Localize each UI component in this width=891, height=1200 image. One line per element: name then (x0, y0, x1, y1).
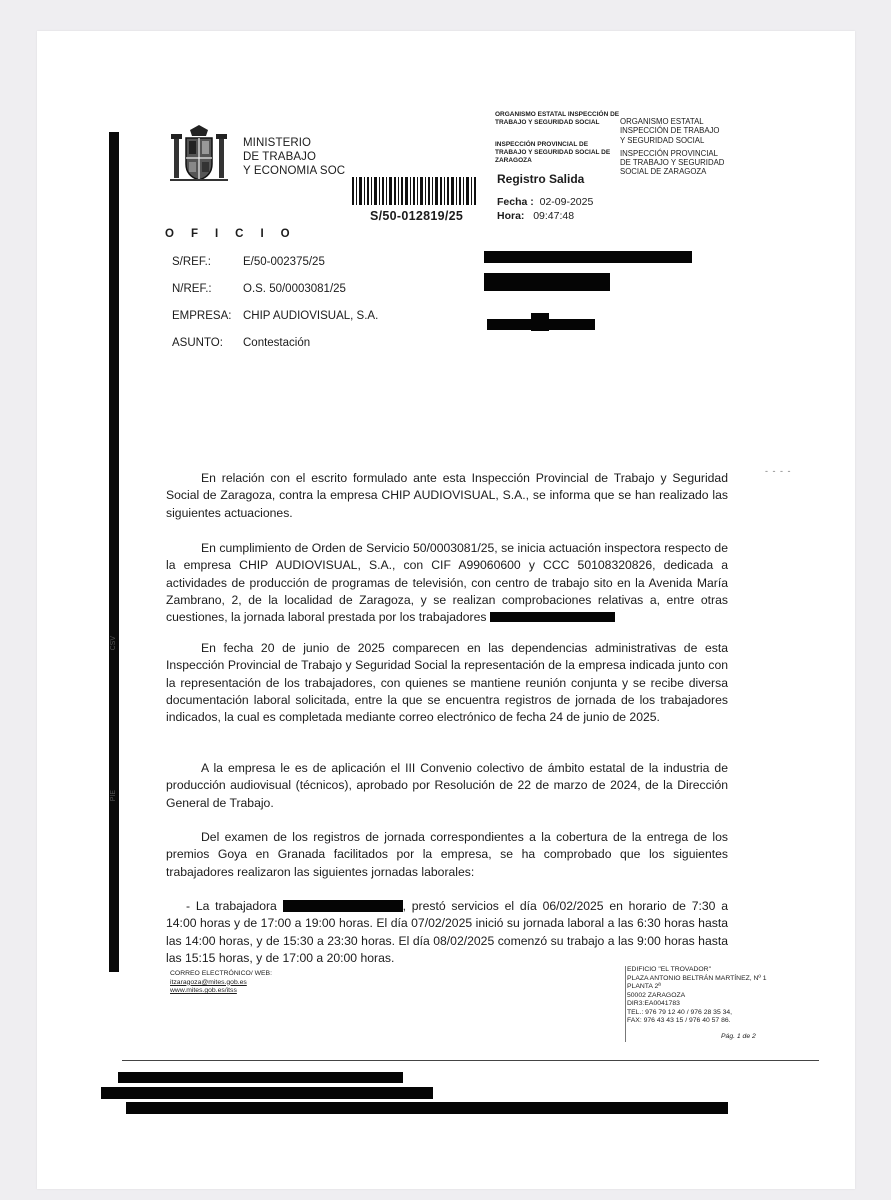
stamp-date: Fecha : 02-09-2025 (497, 196, 594, 208)
footer-contact: CORREO ELECTRÓNICO/ WEB: itzaragoza@mites.gob.es www.mites.gob.es/itss (170, 970, 272, 994)
paragraph-2: En cumplimiento de Orden de Servicio 50/0003081/25, se inicia actuación inspectora respecto de la empresa CHIP AUDIOVISUAL, S.A., con CIF A99060600 y CCC 50108320826, dedicada a actividades de producción de programas de televisión, con centro de trabajo sito en la Avenida María Zambrano, 2, de la localidad de Zaragoza, y se realizan comprobaciones relativas a, entre otras cuestiones, la jornada laboral prestada por los trabajadores (166, 541, 728, 625)
barcode (352, 177, 478, 205)
footer-email[interactable]: itzaragoza@mites.gob.es (170, 978, 247, 986)
paragraph-5: Del examen de los registros de jornada correspondientes a la cobertura de la entrega de los premios Goya en Granada facilitados por la empresa, se ha comprobado que los siguientes trabajadores realizaron las siguientes jornadas laborales: (166, 830, 728, 879)
stamp-title: Registro Salida (497, 172, 585, 186)
document-type: OFICIO (165, 228, 307, 240)
paragraph-4: A la empresa le es de aplicación el III Convenio colectivo de ámbito estatal de la industria de producción audiovisual (técnicos), aprobado por Resolución de 22 de marzo de 2024, de la Dirección General de Trabajo. (166, 761, 728, 810)
nref-label: N/REF.: (172, 283, 212, 295)
stamp-time: Hora: 09:47:48 (497, 210, 575, 222)
redacted-signature-line-2 (101, 1087, 433, 1099)
paragraph-1: En relación con el escrito formulado ante esta Inspección Provincial de Trabajo y Seguridad Social de Zaragoza, contra la empresa CHIP AUDIOVISUAL, S.A., se informa que se han realizado las siguientes actuaciones. (166, 471, 728, 520)
asunto-value: Contestación (243, 337, 311, 349)
stamp-provincial: INSPECCIÓN PROVINCIAL DE TRABAJO Y SEGURIDAD SOCIAL DE ZARAGOZA (495, 141, 611, 164)
footer-divider (625, 966, 626, 1042)
margin-dashes: - - - - (765, 466, 792, 476)
redacted-signature-line-1 (118, 1072, 403, 1083)
pie-side-mark: PIE (110, 790, 117, 802)
redacted-signature-line-3 (126, 1102, 728, 1114)
redacted-recipient-address (484, 273, 610, 291)
paragraph-3: En fecha 20 de junio de 2025 comparecen en las dependencias administrativas de esta Inspección Provincial de Trabajo y Seguridad Social la representación de la empresa indicada junto con la representación de los trabajadores, con quienes se mantiene reunión conjunta y se recibe diversa documentación laboral solicitada, entre la que se encuentra registros de jornada de los trabajadores indicados, la cual es completada mediante correo electrónico de fecha 24 de junio de 2025. (166, 641, 728, 725)
nref-value: O.S. 50/0003081/25 (243, 283, 346, 295)
redacted-worker-name (283, 900, 403, 912)
ministry-name: MINISTERIO DE TRABAJO Y ECONOMIA SOC (243, 137, 346, 177)
barcode-number: S/50-012819/25 (370, 209, 464, 223)
redacted-workers (490, 612, 615, 622)
stamp-organization: ORGANISMO ESTATAL INSPECCIÓN DE TRABAJO Y SEGURIDAD SOCIAL (495, 111, 620, 126)
empresa-value: CHIP AUDIOVISUAL, S.A. (243, 310, 379, 322)
paragraph-6: - La trabajadora , prestó servicios el día 06/02/2025 en horario de 7:30 a 14:00 horas y de 17:00 a 19:00 horas. El día 07/02/2025 inició su jornada laboral a las 6:30 horas hasta las 14:00 horas, y de 15:30 a 23:30 horas. El día 08/02/2025 comenzó su trabajo a las 9:00 horas hasta las 15:15 horas, y de 17:00 a 20:00 horas. (166, 899, 729, 965)
asunto-label: ASUNTO: (172, 337, 223, 349)
signature-separator (122, 1060, 819, 1061)
redacted-recipient-name (484, 251, 692, 263)
empresa-label: EMPRESA: (172, 310, 232, 322)
sref-label: S/REF.: (172, 256, 211, 268)
footer-address: EDIFICIO "EL TROVADOR" PLAZA ANTONIO BELTRÁN MARTÍNEZ, Nº 1 PLANTA 2ª 50002 ZARAGOZA DIR3:EA0041783 TEL.: 976 79 12 40 / 976 28 35 34, FAX: 976 43 43 15 / 976 40 57 86. (627, 966, 767, 1024)
organization-header: ORGANISMO ESTATAL INSPECCIÓN DE TRABAJO Y SEGURIDAD SOCIAL INSPECCIÓN PROVINCIAL DE TRABAJO Y SEGURIDAD SOCIAL DE ZARAGOZA (620, 117, 725, 177)
page-number: Pág. 1 de 2 (721, 1033, 756, 1040)
footer-web[interactable]: www.mites.gob.es/itss (170, 987, 237, 994)
sref-value: E/50-002375/25 (243, 256, 325, 268)
left-margin-redaction (109, 132, 119, 972)
csv-side-mark: CSV (110, 636, 117, 651)
redacted-recipient-city-mark (531, 313, 549, 331)
coat-of-arms-icon (168, 124, 230, 188)
